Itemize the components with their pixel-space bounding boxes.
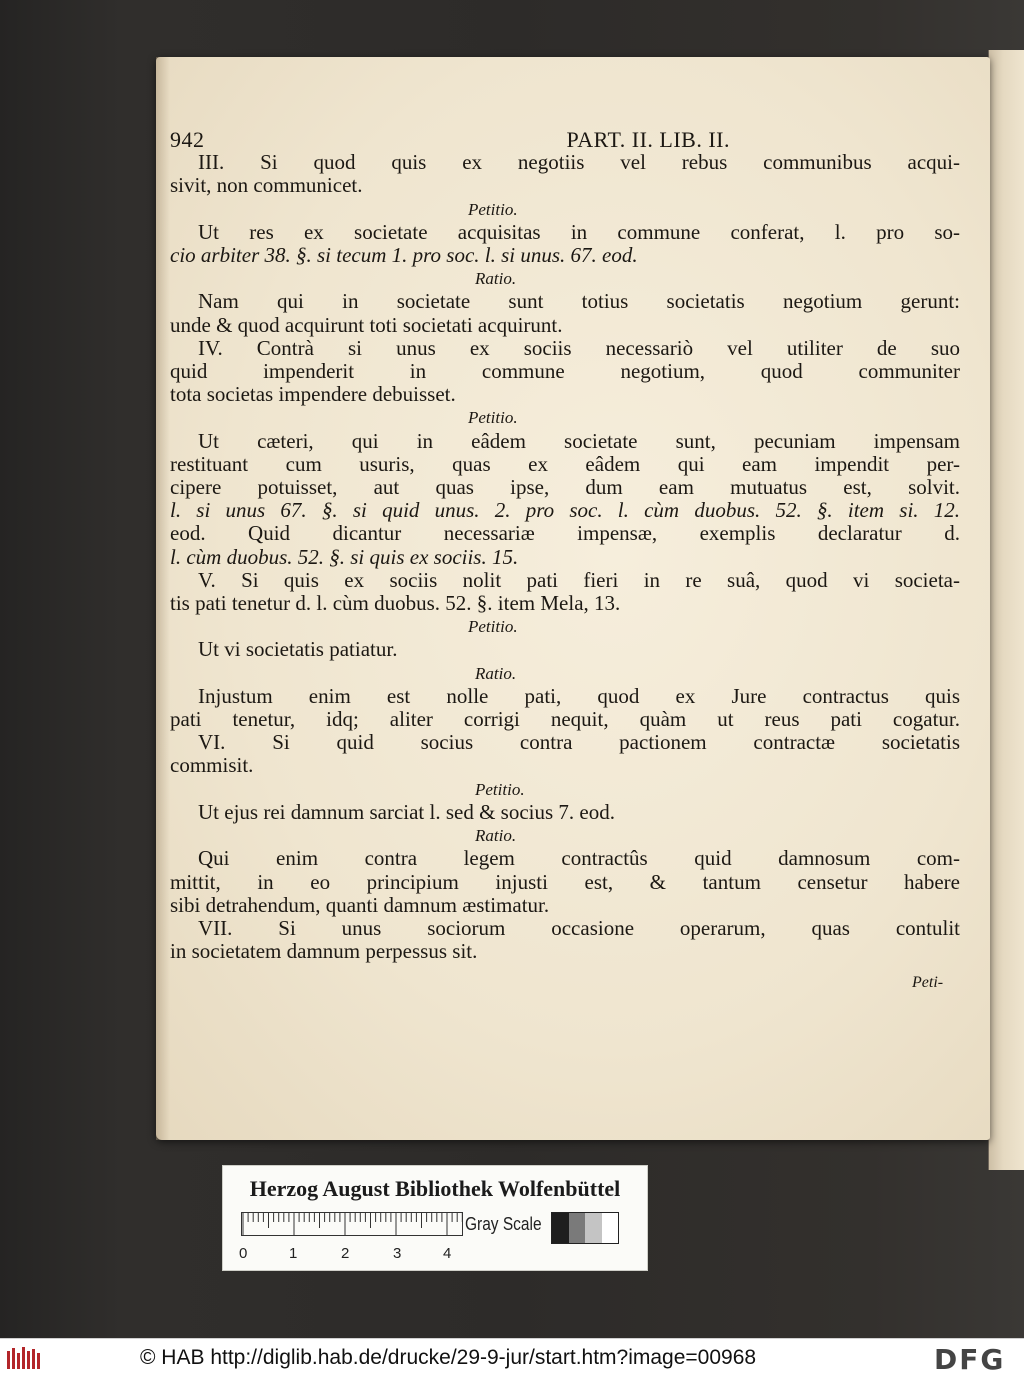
- gray-patch: [602, 1213, 619, 1243]
- text-line: tis pati tenetur d. l. cùm duobus. 52. §. item Mela, 13.: [170, 592, 621, 616]
- ruler-number: 2: [341, 1245, 350, 1262]
- gray-patch: [585, 1213, 602, 1243]
- text-line: Ut ejus rei damnum sarciat l. sed & socius 7. eod.: [198, 800, 615, 824]
- text-line: pati tenetur, idq; aliter corrigi nequit, quàm ut reus pati cogatur.: [170, 708, 960, 732]
- text-line: Injustum enim est nolle pati, quod ex Jure contractus quis: [198, 684, 960, 708]
- catchword: Peti-: [912, 974, 944, 992]
- gray-patch: [569, 1213, 586, 1243]
- text-line: sibi detrahendum, quanti damnum æstimatur.: [170, 893, 550, 917]
- section-heading: Petitio.: [475, 779, 525, 799]
- text-line: unde & quod acquirunt toti societati acquirunt.: [170, 313, 563, 337]
- hab-logo-icon: [6, 1345, 44, 1371]
- ruler-number: 0: [239, 1245, 248, 1262]
- ruler-numbers: [237, 1245, 477, 1263]
- gray-patch: [552, 1213, 569, 1243]
- section-heading: Petitio.: [468, 617, 518, 637]
- text-line: Nam qui in societate sunt totius societatis negotium gerunt:: [198, 290, 960, 314]
- text-line: Ut cæteri, qui in eâdem societate sunt, pecuniam impensam: [198, 429, 960, 453]
- text-line: cipere potuisset, aut quas ipse, dum eam mutuatus est, solvit.: [170, 476, 960, 500]
- text-line: Ut vi societatis patiatur.: [198, 638, 398, 662]
- text-line: Qui enim contra legem contractûs quid damnosum com-: [198, 847, 960, 871]
- section-heading: Ratio.: [475, 826, 517, 846]
- section-heading: Petitio.: [468, 199, 518, 219]
- running-title: PART. II. LIB. II.: [566, 127, 730, 152]
- section-heading: Ratio.: [475, 269, 517, 289]
- page-text: [170, 128, 960, 995]
- page-number: 942: [170, 127, 205, 152]
- text-line: sivit, non communicet.: [170, 174, 363, 198]
- text-line: IV. Contrà si unus ex sociis necessariò vel utiliter de suo: [198, 336, 960, 360]
- text-line: cio arbiter 38. §. si tecum 1. pro soc. l. si unus. 67. eod.: [170, 244, 638, 268]
- catchword-line: [170, 971, 960, 994]
- page-header: [170, 128, 960, 151]
- text-line: in societatem damnum perpessus sit.: [170, 940, 478, 964]
- text-line: l. si unus 67. §. si quid unus. 2. pro soc. l. cùm duobus. 52. §. item si. 12.: [170, 499, 960, 523]
- next-page-edge: [988, 50, 1024, 1170]
- ruler-number: 4: [443, 1245, 452, 1262]
- text-line: tota societas impendere debuisset.: [170, 383, 456, 407]
- gray-scale-patches: [551, 1212, 619, 1244]
- text-line: V. Si quis ex sociis nolit pati fieri in re suâ, quod vi societa-: [198, 568, 960, 592]
- text-line: eod. Quid dicantur necessariæ impensæ, exemplis declaratur d.: [170, 522, 960, 546]
- credit-text: © HAB http://diglib.hab.de/drucke/29-9-jur/start.htm?image=00968: [140, 1346, 757, 1369]
- text-line: quid impenderit in commune negotium, quod communiter: [170, 360, 960, 384]
- footer-bar: [0, 1338, 1024, 1377]
- section-heading: Ratio.: [475, 663, 517, 683]
- color-reference-card: [222, 1165, 648, 1271]
- text-line: VI. Si quid socius contra pactionem contractæ societatis: [198, 731, 960, 755]
- text-line: l. cùm duobus. 52. §. si quis ex sociis. 15.: [170, 545, 519, 569]
- library-name: Herzog August Bibliothek Wolfenbüttel: [249, 1176, 621, 1201]
- section-heading: Petitio.: [468, 408, 518, 428]
- text-line: VII. Si unus sociorum occasione operarum, quas contulit: [198, 916, 960, 940]
- dfg-logo: DFG: [934, 1343, 1006, 1376]
- ruler-number: 1: [289, 1245, 298, 1262]
- text-lines: [170, 151, 960, 963]
- ruler-number: 3: [393, 1245, 402, 1262]
- text-line: restituant cum usuris, quas ex eâdem qui eam impendit per-: [170, 452, 960, 476]
- ruler: [241, 1212, 463, 1236]
- gray-scale-label: Gray Scale: [465, 1214, 542, 1234]
- text-line: Ut res ex societate acquisitas in commune conferat, l. pro so-: [198, 220, 960, 244]
- text-line: mittit, in eo principium injusti est, & tantum censetur habere: [170, 870, 960, 894]
- text-line: commisit.: [170, 754, 254, 778]
- ruler-frame: [242, 1213, 463, 1236]
- text-line: III. Si quod quis ex negotiis vel rebus communibus acqui-: [198, 151, 960, 175]
